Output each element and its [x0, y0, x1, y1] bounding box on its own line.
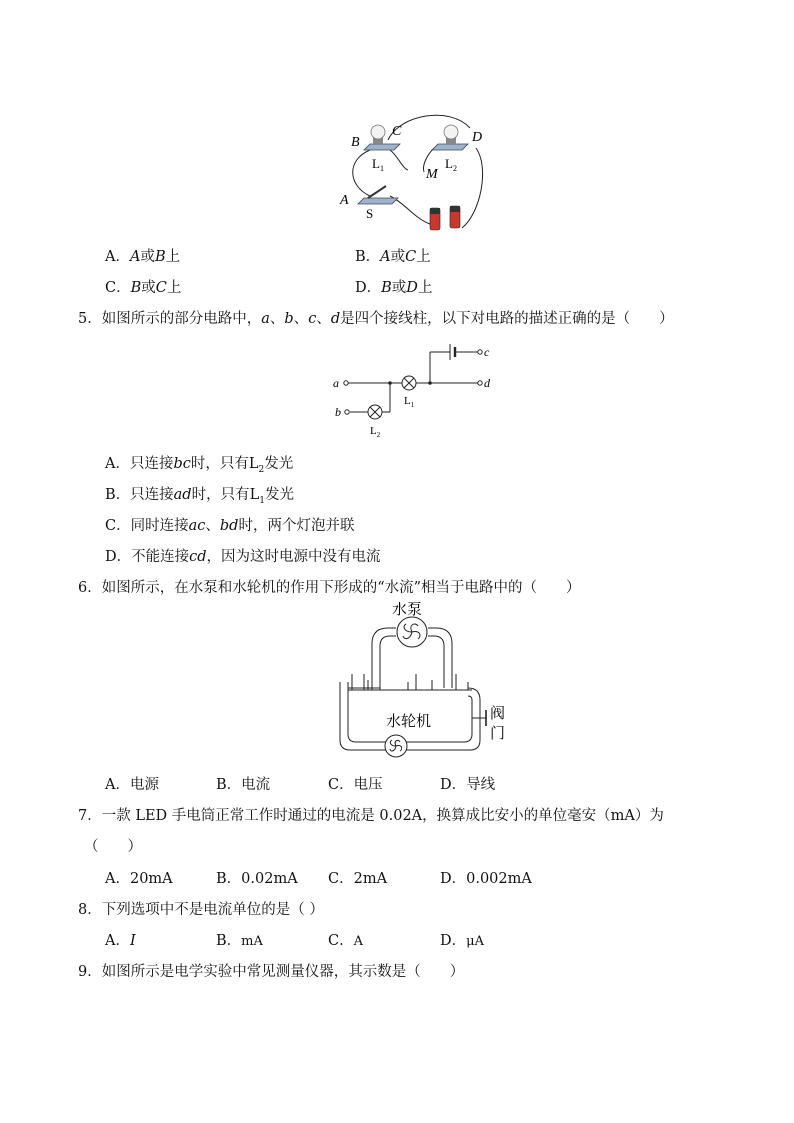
q6-option-d[interactable]: D．导线 — [440, 777, 496, 793]
q6-option-c[interactable]: C．电压 — [328, 777, 383, 793]
q5-option-b[interactable]: B．只连接ad时，只有$L_1$发光 — [105, 487, 294, 506]
q5-terminal-a — [344, 381, 348, 385]
q5-terminal-b — [345, 410, 349, 414]
q4-l1-bulb — [371, 125, 385, 139]
q7-option-c[interactable]: C．2mA — [328, 871, 388, 887]
q4-option-a[interactable]: A．A或B上 — [105, 249, 181, 265]
q7-stem-line1: 7．一款 LED 手电筒正常工作时通过的电流是 0.02A，换算成比安小的单位毫安（mA）为 — [78, 808, 664, 824]
q5-lamp-l2 — [368, 405, 382, 419]
q5-terminal-d — [478, 381, 482, 385]
q4-label-c: C — [392, 124, 402, 139]
q6-valve — [472, 710, 486, 726]
q8-stem: 8．下列选项中不是电流单位的是（ ） — [78, 902, 324, 918]
q5-battery — [450, 344, 455, 360]
q4-l1-base — [364, 144, 400, 150]
q4-label-b: B — [351, 135, 360, 150]
q5-stem: 5．如图所示的部分电路中，a、b、c、d是四个接线柱，以下对电路的描述正确的是（ ） — [78, 311, 674, 327]
q4-wire-battery-right — [462, 148, 483, 228]
q5-option-d[interactable]: D．不能连接cd，因为这时电源中没有电流 — [105, 549, 381, 565]
q8-option-c[interactable]: C．A — [328, 933, 363, 949]
q4-switch-base — [358, 198, 398, 204]
q5-label-l2: $L_2$ — [370, 425, 381, 439]
q5-label-d: d — [484, 376, 490, 390]
q5-option-c[interactable]: C．同时连接ac、bd时，两个灯泡并联 — [105, 518, 355, 534]
q9-stem: 9．如图所示是电学实验中常见测量仪器，其示数是（ ） — [78, 964, 465, 980]
q4-label-s: S — [366, 206, 374, 221]
q6-option-b[interactable]: B．电流 — [216, 777, 271, 793]
q7-option-b[interactable]: B．0.02mA — [216, 871, 298, 887]
q6-label-turbine: 水轮机 — [386, 714, 432, 730]
q6-label-valve-2: 门 — [490, 726, 506, 742]
q6-label-valve-1: 阀 — [490, 706, 506, 722]
q6-pump — [397, 617, 427, 647]
q4-wire-left-loop — [353, 150, 370, 196]
q5-label-c: c — [484, 345, 490, 359]
q4-label-a: A — [340, 193, 349, 208]
q7-option-d[interactable]: D．0.002mA — [440, 871, 532, 887]
q4-l2-base — [432, 144, 468, 150]
q4-option-d[interactable]: D．B或D上 — [355, 280, 433, 296]
q6-option-a[interactable]: A．电源 — [105, 777, 159, 793]
q4-l2-bulb — [444, 125, 458, 139]
q4-option-b[interactable]: B．A或C上 — [355, 249, 431, 265]
q6-water-circuit-figure — [312, 602, 522, 764]
q4-label-m: M — [426, 167, 438, 182]
q7-option-a[interactable]: A．20mA — [105, 871, 173, 887]
q6-label-pump: 水泵 — [392, 602, 423, 618]
q6-left-tank — [340, 682, 348, 688]
q4-circuit-figure — [330, 108, 500, 240]
q4-label-l1: $L_1$ — [372, 156, 384, 173]
q6-turbine-wheel — [385, 735, 407, 757]
q5-option-a[interactable]: A．只连接bc时，只有$L_2$发光 — [105, 456, 294, 475]
q7-stem-line2: （ ） — [84, 839, 142, 855]
q6-stem: 6．如图所示，在水泵和水轮机的作用下形成的“水流”相当于电路中的（ ） — [78, 580, 581, 596]
q8-option-d[interactable]: D．μA — [440, 933, 484, 949]
q5-terminal-c — [478, 350, 482, 354]
q4-label-d: D — [472, 130, 483, 145]
q5-label-a: a — [333, 376, 339, 390]
q4-wire-l1-right — [390, 150, 408, 170]
q4-switch-lever — [368, 186, 386, 198]
q5-label-b: b — [335, 405, 341, 419]
q5-circuit-figure — [330, 340, 500, 440]
q4-option-c[interactable]: C．B或C上 — [105, 280, 182, 296]
q8-option-b[interactable]: B．mA — [216, 933, 263, 949]
q5-lamp-l1 — [402, 376, 416, 390]
q4-label-l2: $L_2$ — [445, 156, 457, 173]
q8-option-a[interactable]: A．I — [105, 933, 136, 949]
q5-label-l1: $L_1$ — [404, 395, 415, 409]
